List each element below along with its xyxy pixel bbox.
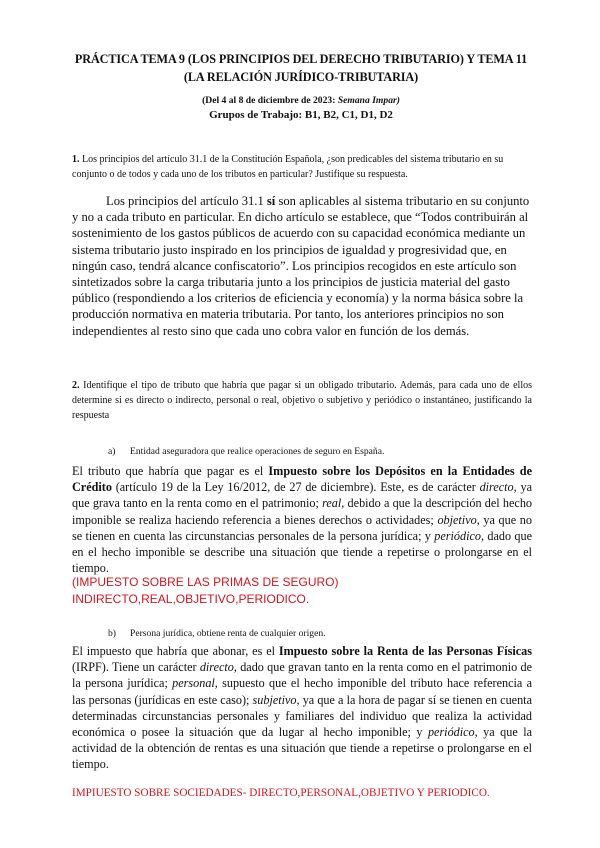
question-2-number: 2. (72, 380, 80, 391)
answer-b-term-personal: personal (172, 676, 215, 691)
question-1-text: Los principios del artículo 31.1 de la Constitución Española, ¿son predicables del sistema tributario en su conjunto o de todos y cada uno de los tributos en particular? Justifique su respuesta. (72, 154, 504, 180)
answer-a-term-direct: directo (479, 480, 514, 495)
answer-b-text: , dado que gravan tanto en la renta como en el patrimonio de la persona jurídica; (72, 660, 532, 691)
answer-a-term-periodic: periódico (434, 528, 481, 543)
answer-a (72, 463, 532, 576)
answer-b-term-direct: directo (199, 660, 234, 675)
correction-b: IMPIUESTO SOBRE SOCIEDADES- DIRECTO,PERSONAL,OBJETIVO Y PERIODICO. (72, 787, 490, 799)
answer-a-tax-name: Impuesto sobre los Depósitos en la Entidades de Crédito (72, 464, 532, 495)
question-1 (72, 152, 532, 182)
correction-a-2: INDIRECTO,REAL,OBJETIVO,PERIODICO. (72, 592, 310, 606)
answer-b-text: , ya que a la hora de pagar sí se tienen en cuenta determinadas circunstancias personales y familiares del individuo que realiza la actividad económica o posee la situación que da lugar al hecho imponible; y (72, 692, 532, 740)
answer-b-text: El impuesto que habría que abonar, es el (72, 644, 279, 658)
answer-a-term-real: real (322, 496, 342, 511)
answer-a-term-objective: objetivo (437, 512, 477, 527)
correction-a-1: (IMPUESTO SOBRE LAS PRIMAS DE SEGURO) (72, 575, 339, 589)
answer-b-term-subjective: subjetivo (252, 692, 297, 707)
date-range (70, 95, 532, 107)
work-groups: Grupos de Trabajo: B1, B2, C1, D1, D2 (209, 109, 393, 121)
answer-1-rest: son aplicables al sistema tributario en su conjunto y no a cada tributo en particular. En dicho artículo se establece, que “Todos contribuirán al sostenimiento de los gastos públicos de acuerdo con su capacidad económica mediante un sistema tributario justo inspirado en los principios de igualdad y progresividad que, en ningún caso, tendrá alcance confiscatorio”. Los principios recogidos en este artículo son sintetizados sobre la carga tributaria junto a los principios de justicia material del gasto público (respondiendo a los criterios de eficiencia y economía) y la norma básica sobre la producción normativa en materia tributaria. Por tanto, los anteriores principios no son independientes al resto sino que cada uno cobra valor en función de los demás. (72, 194, 530, 338)
answer-b-text: (IRPF). Tiene un carácter (72, 660, 200, 675)
answer-1 (72, 193, 532, 339)
answer-1-start: Los principios del artículo 31.1 (106, 194, 264, 208)
item-b-text: Persona jurídica, obtiene renta de cualquier origen. (130, 628, 326, 639)
week-text: Semana Impar) (337, 95, 400, 106)
answer-b (72, 643, 532, 773)
question-2-text: Identifique el tipo de tributo que habría que pagar si un obligado tributario. Además, para cada uno de ellos determine si es directo o indirecto, personal o real, objetivo o subjetivo y periódico o instantáneo, justificando la respuesta (72, 380, 533, 421)
answer-b-text: , supuesto que el hecho imponible del tributo hace referencia a las personas (jurídicas en este caso); (72, 676, 532, 707)
answer-b-term-periodic: periódico (427, 725, 475, 740)
item-b (108, 628, 326, 640)
answer-a-text: , debido a que la descripción del hecho imponible se realiza haciendo referencia a bienes derechos o actividades; (72, 496, 533, 527)
item-a-label: a) (108, 446, 116, 457)
answer-b-text: , ya que la actividad de la obtención de rentas es una situación que tiende a repetirse o prolongarse en el tiempo. (72, 725, 532, 772)
document-title: PRÁCTICA TEMA 9 (LOS PRINCIPIOS DEL DERECHO TRIBUTARIO) Y TEMA 11 (LA RELACIÓN JURÍDICO-TRIBUTARIA) (74, 52, 528, 84)
answer-a-text: , ya que grava tanto en la renta como en el patrimonio; (72, 480, 532, 511)
answer-a-text: , ya que no se tienen en cuenta las circunstancias personales de la persona jurídica; y (72, 512, 532, 543)
answer-1-emphasis: sí (266, 194, 276, 208)
item-a-text: Entidad aseguradora que realice operaciones de seguro en España. (130, 446, 385, 457)
answer-a-text: El tributo que habría que pagar es el (72, 464, 269, 478)
answer-a-text: (artículo 19 de la Ley 16/2012, de 27 de diciembre). Este, es de carácter (111, 480, 480, 495)
item-a (108, 446, 384, 458)
date-text: (Del 4 al 8 de diciembre de 2023: (202, 95, 336, 106)
item-b-label: b) (108, 628, 116, 639)
question-2 (72, 378, 532, 423)
answer-b-tax-name: Impuesto sobre la Renta de las Personas Físicas (278, 644, 533, 658)
answer-a-text: , dado que en el hecho imponible se describe una situación que tiende a repetirse o prolongarse en el tiempo. (72, 528, 532, 576)
question-1-number: 1. (72, 154, 80, 165)
